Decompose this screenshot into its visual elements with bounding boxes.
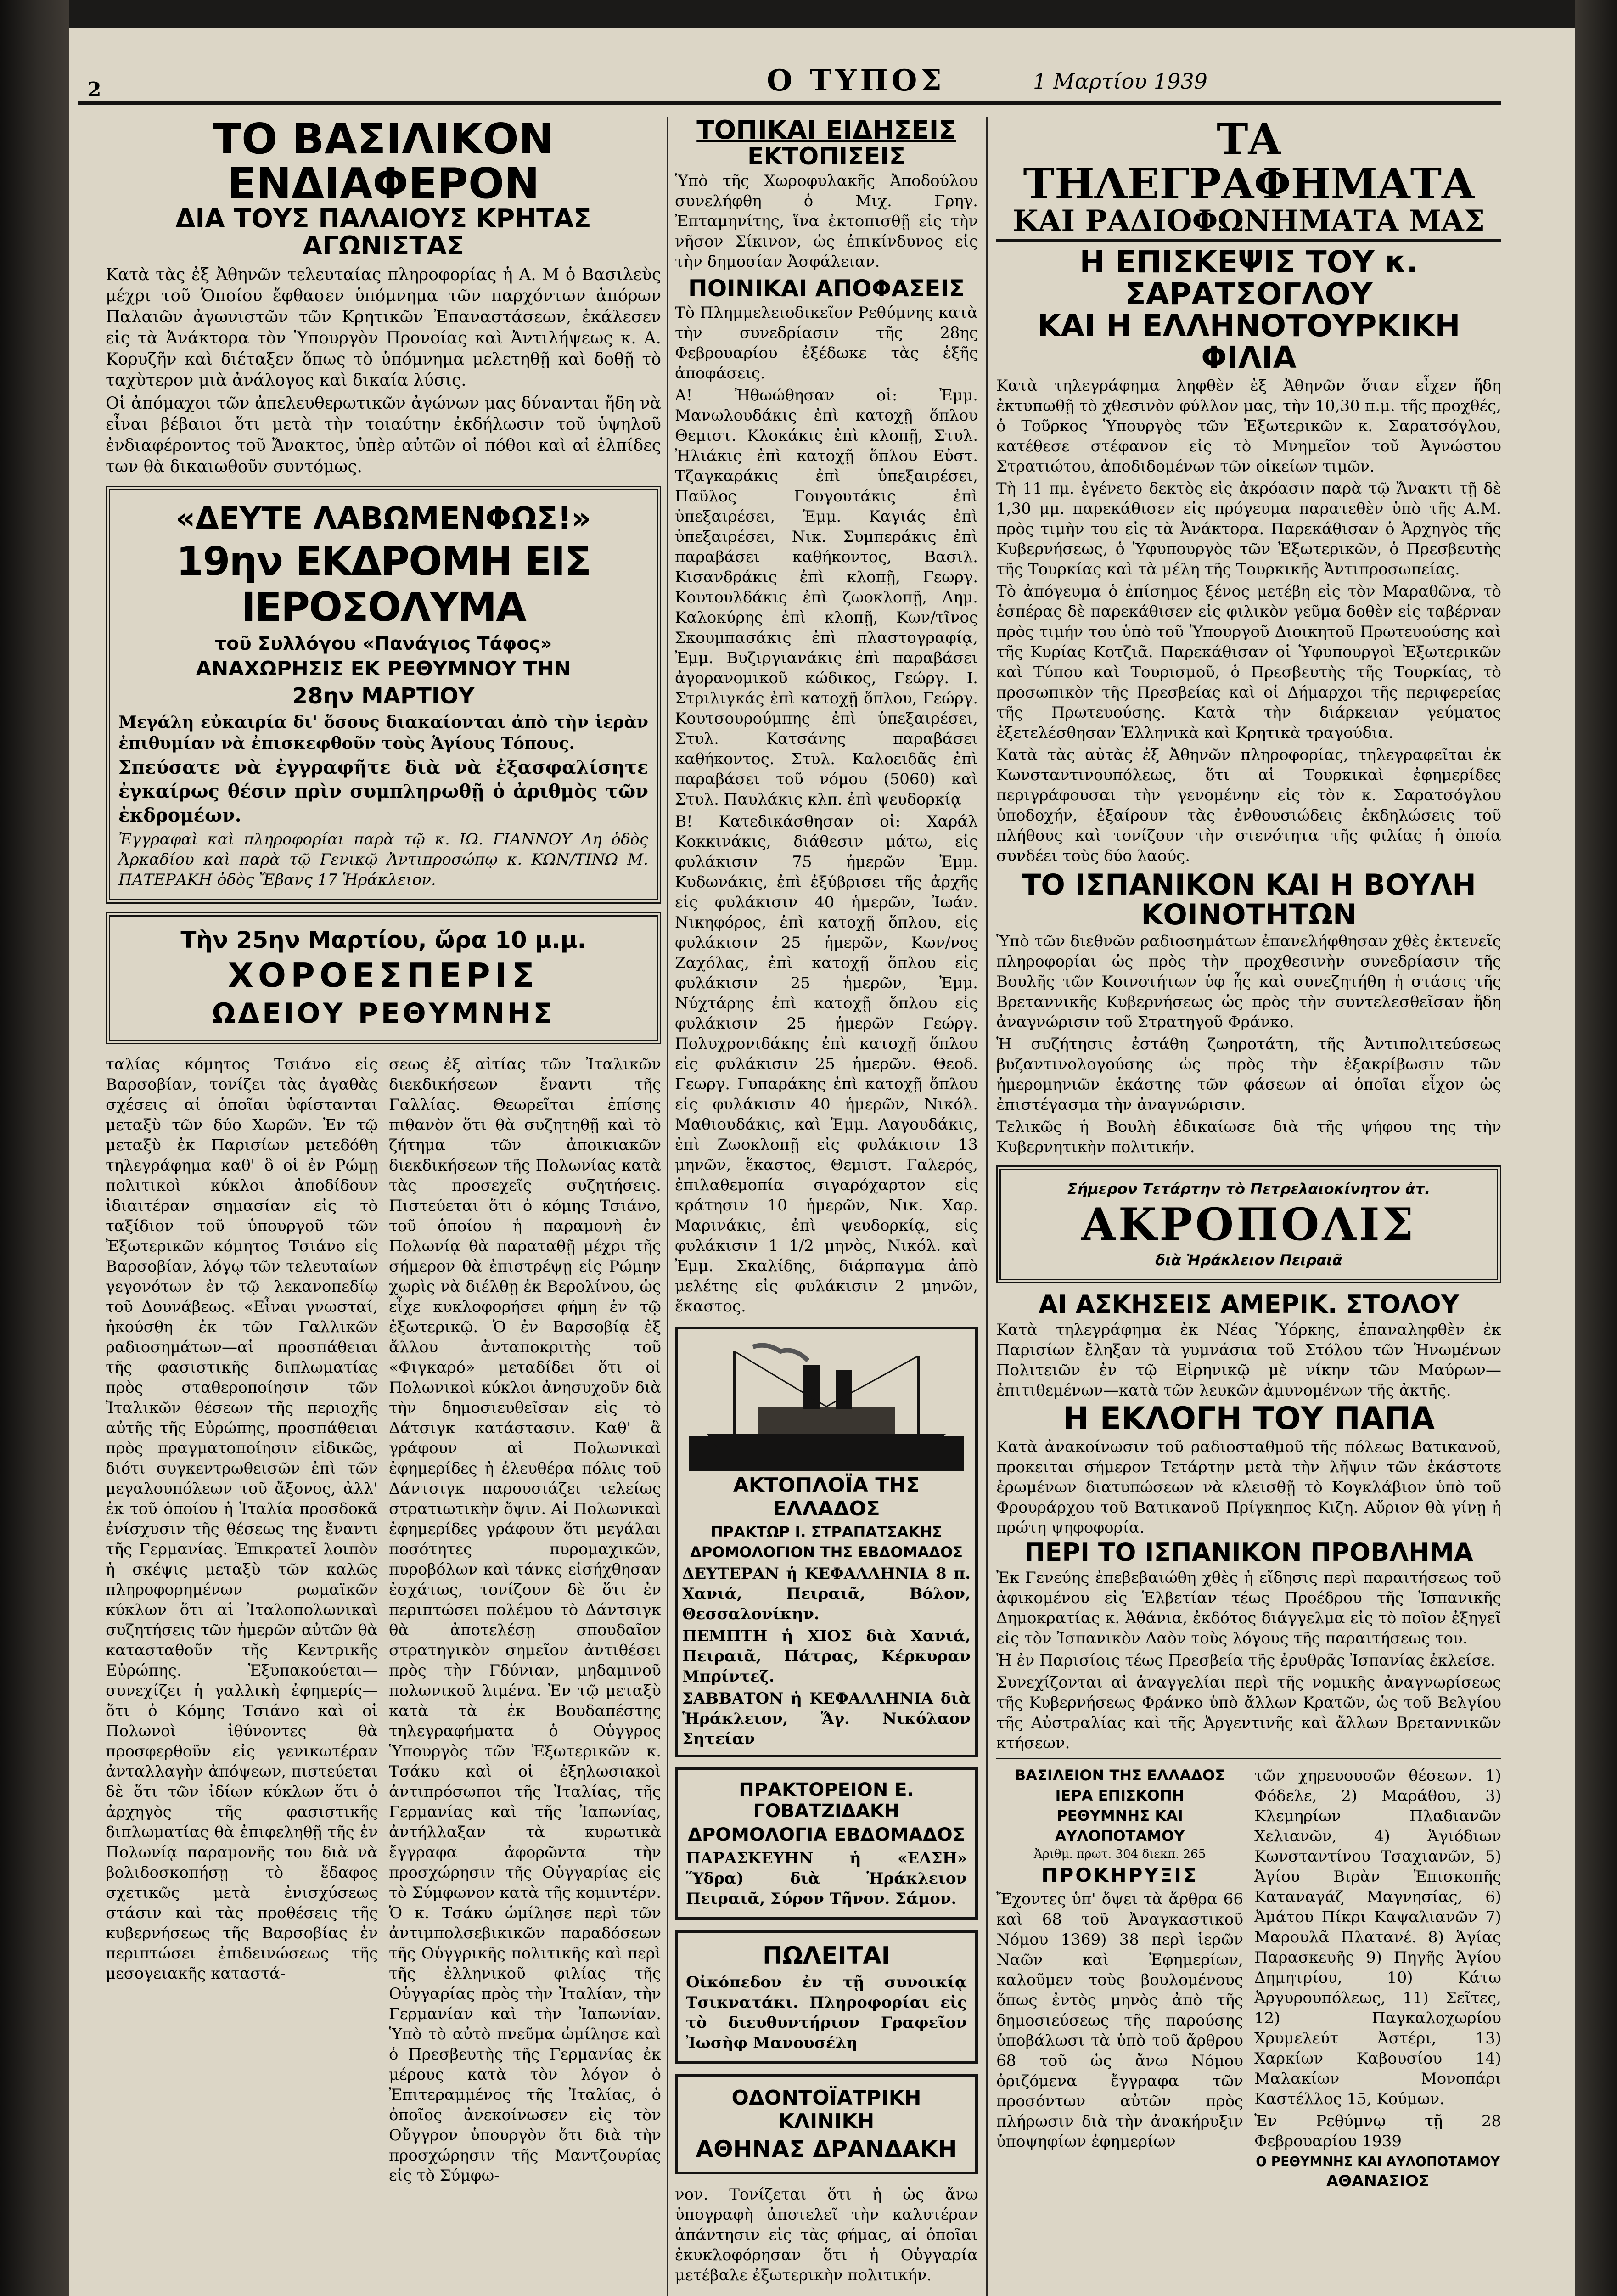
notice-reference: Ἀριθμ. πρωτ. 304 διεκπ. 265 [1033,1847,1206,1862]
masthead [78,60,1501,105]
article-paragraph: Τελικῶς ἡ Βουλὴ ἐδικαίωσε διὰ τῆς ψήφου της τὴν Κυβερνητικὴν πολιτικήν. [996,1117,1501,1156]
advert-line: 28ην ΜΑΡΤΙΟΥ [292,683,475,709]
section-telegrams: ΤΑ ΤΗΛΕΓΡΑΦΗΜΑΤΑ [1023,117,1475,208]
advert-line: ΔΡΟΜΟΛΟΓΙΟΝ ΤΗΣ ΕΒΔΟΜΑΔΟΣ [690,1543,963,1561]
advert-line: ΠΩΛΕΙΤΑΙ [763,1941,890,1970]
article-paragraph: Κατὰ ἀνακοίνωσιν τοῦ ραδιοσταθμοῦ τῆς πόλεως Βατικανοῦ, προκειται σήμερον Τετάρτην μετὰ τὴν λῆψιν τῶν ἑκάστοτε ἐρωμένων διατυπώσεων νὰ κλεισθῇ τὸ Κογκλάβιον ὑπὸ τοῦ Φρουράρχου τοῦ Βατικανοῦ Πρίγκηπος Κιζη. Αὔριον θὰ γίνῃ ἡ πρώτη ψηφοφορία. [996,1438,1501,1537]
advert-for-sale [675,1930,978,2064]
divider [996,1758,1501,1759]
notice-date: Ἐν Ρεθύμνῳ τῇ 28 Φεβρουαρίου 1939 [1254,2112,1501,2151]
advert-line: ΔΕΥΤΕΡΑΝ ἡ ΚΕΦΑΛΛΗΝΙΑ 8 π. Χανιά, Πειραιᾶ, Βόλον, Θεσσαλονίκην. [682,1564,971,1623]
notice-signature: Ο ΡΕΘΥΜΝΗΣ ΚΑΙ ΑΥΛΟΠΟΤΑΜΟΥ [1256,2154,1500,2170]
article-paragraph: Κατὰ τηλεγράφημα ληφθὲν ἐξ Ἀθηνῶν ὅταν εἶχεν ἤδη ἐκτυπωθῇ τὸ χθεσινὸν φύλλον μας, τὴν 10,30 π.μ. τῆς προχθές, ὁ Τοῦρκος Ὑπουργὸς τῶν Ἐξωτερικῶν κ. Σαρατσόγλου, κατέθεσε στέφανον εἰς τὸ Μνημεῖον τοῦ Ἀγνώστου Στρατιώτου, ἀποδιδομένων τῶν οἰκείων τιμῶν. [996,376,1501,476]
issue-date: 1 Μαρτίου 1939 [1033,69,1207,94]
advert-line: ΑΝΑΧΩΡΗΣΙΣ ΕΚ ΡΕΘΥΜΝΟΥ ΤΗΝ [196,657,571,681]
headline-saracoglu-visit: Η ΕΠΙΣΚΕΨΙΣ ΤΟΥ κ. ΣΑΡΑΤΣΟΓΛΟΥ [1079,244,1418,312]
notice-bishopric [996,1764,1501,2193]
column-3 [996,117,1501,2296]
advert-line: ΑΚΤΟΠΛΟΪΑ ΤΗΣ ΕΛΛΑΔΟΣ [733,1473,920,1520]
advert-line: Τὴν 25ην Μαρτίου, ὥρα 10 μ.μ. [180,926,586,953]
advert-line: Οἰκόπεδον ἐν τῇ συνοικίᾳ Τσικνατάκι. Πληροφορίαι εἰς τὸ διευθυντήριον Γραφεῖον Ἰωσὴφ Μανουσέλη [686,1973,967,2052]
advert-line: Σπεύσατε νὰ ἐγγραφῆτε διὰ νὰ ἐξασφαλίσητε ἐγκαίρως θέσιν πρὶν συμπληρωθῇ ὁ ἀριθμὸς τῶν ἐκδρομέων. [118,756,648,826]
advert-choroesperis [106,912,661,1044]
advert-line: Ἐγγραφαὶ καὶ πληροφορίαι παρὰ τῷ κ. ΙΩ. ΓΙΑΝΝΟΥ Λη ὁδὸς Ἀρκαδίου καὶ παρὰ τῷ Γενικῷ Ἀντιπροσώπῳ κ. ΚΩΝ/ΤΙΝΩ Μ. ΠΑΤΕΡΑΚΗ ὁδὸς Ἔβανς 17 Ἡράκλειον. [118,830,648,889]
notice-heading: ΒΑΣΙΛΕΙΟΝ ΤΗΣ ΕΛΛΑΔΟΣ [1014,1767,1225,1784]
advert-jerusalem-excursion [106,486,661,904]
article-paragraph: Κατὰ τηλεγράφημα ἐκ Νέας Ὑόρκης, ἐπαναληφθὲν ἐκ Παρισίων ἔληξαν τὰ γυμνάσια τοῦ Στόλου τῶν Ἡνωμένων Πολιτειῶν ἐν τῷ Εἰρηνικῷ μὲ νίκην τῶν Μαύρων—ἐπιτιθεμένων—κατὰ τῶν λευκῶν ἀμυνομένων τῆς ἀκτῆς. [996,1321,1501,1400]
section-local-news: ΤΟΠΙΚΑΙ ΕΙΔΗΣΕΙΣ [696,117,956,145]
advert-line: ΔΡΟΜΟΛΟΓΙΑ ΕΒΔΟΜΑΔΟΣ [687,1824,966,1846]
article-paragraph: Ἐκ Γενεύης ἐπεβεβαιώθη χθὲς ἡ εἴδησις περὶ παραιτήσεως τοῦ ἀφικομένου εἰς Ἑλβετίαν τέως Προέδρου τῆς Ἰσπανικῆς Δημοκρατίας κ. Ἀθάνια, ἐκδότος διάγγελμα εἰς τὸ ποῖον ἐξηγεῖ εἰς τὸν Ἰσπανικὸν Λαὸν τοὺς λόγους τῆς παραιτήσεως του. [996,1569,1501,1648]
article-paragraph: Τὸ Πλημμελειοδικεῖον Ρεθύμνης κατὰ τὴν συνεδρίασιν τῆς 28ης Φεβρουαρίου ἐξέδωκε τὰς ἑξῆς ἀποφάσεις. [675,303,978,383]
headline-spanish-problem: ΠΕΡΙ ΤΟ ΙΣΠΑΝΙΚΟΝ ΠΡΟΒΛΗΜΑ [1024,1538,1473,1567]
advert-line: ΑΘΗΝΑΣ ΔΡΑΝΔΑΚΗ [696,2135,957,2162]
article-paragraph: Κατὰ τὰς ἐξ Ἀθηνῶν τελευταίας πληροφορίας ἡ Α. Μ ὁ Βασιλεὺς μέχρι τοῦ Ὁποίου ἔφθασεν ὑπόμνημα τῶν παρχόντων ἀπόρων Παλαιῶν ἀγωνιστῶν τῶν Κρητικῶν Ἐπαναστάσεων, ἐκάλεσεν εἰς τὰ Ἀνάκτορα τὸν Ὑπουργὸν Προνοίας καὶ Ἀντιλήψεως κ. Α. Κορυζῆν καὶ διέταξεν ὅπως τὸ ὑπόμνημα μελετηθῇ καὶ δοθῇ τὸ ταχὺτερον μιὰ ἀνάλογος καὶ δικαία λύσις. [106,265,661,390]
article-paragraph: Ἡ ἐν Παρισίοις τέως Πρεσβεία τῆς ἐρυθρᾶς Ἰσπανίας ἐκλείσε. [996,1651,1496,1670]
headline-pope-election: Η ΕΚΛΟΓΗ ΤΟΥ ΠΑΠΑ [1062,1401,1435,1437]
page-number: 2 [87,78,101,101]
advert-dental-clinic [675,2074,978,2174]
article-paragraph: σεως ἐξ αἰτίας τῶν Ἰταλικῶν διεκδικήσεων ἔναντι τῆς Γαλλίας. Θεωρεῖται ἐπίσης πιθανὸν ὅτι θὰ συζητηθῇ καὶ τὸ ζήτημα τῶν ἀποικιακῶν διεκδικήσεων τῆς Πολωνίας κατὰ τὰς προσεχεῖς συζητήσεις. Πιστεύεται ὅτι ὁ κόμης Τσιάνο, τοῦ ὁποίου ἡ παραμονὴ ἐν Πολωνίᾳ θὰ παραταθῇ μέχρι τῆς σήμερον θὰ ἐπιστρέψῃ εἰς Ρώμην χωρὶς νὰ διέλθῃ ἐκ Βερολίνου, ὡς εἶχε κυκλοφορήσει φήμη ἐν τῷ ἐξωτερικῷ. Ὁ ἐν Βαρσοβίᾳ ἐξ ἄλλου ἀνταποκριτὴς τοῦ «Φιγκαρό» μεταδίδει ὅτι οἱ Πολωνικοὶ κύκλοι ἀνησυχοῦν διὰ τὴν δημοσιευθεῖσαν εἰς τὸ Δάτσιγκ κατάστασιν. Καθ' ἃ γράφουν αἱ Πολωνικαὶ ἐφημερίδες ἡ ἐλευθέρα πόλις τοῦ Δάντσιγκ παρουσιάζει τελείως στρατιωτικὴν ὄψιν. Αἱ Πολωνικαὶ ἐφημερίδες γράφουν ὅτι μεγάλαι ποσότητες πυρομαχικῶν, πυροβόλων καὶ τάνκς εἰσήχθησαν ἐσχάτως, τονίζουν δὲ ὅτι ἐν περιπτώσει πολέμου τὸ Δάντσιγκ θὰ ἀποτελέσῃ σπουδαῖον στρατηγικὸν σημεῖον ἀντιθέσει πρὸς τὴν Γδύνιαν, μηδαμινοῦ πολωνικοῦ λιμένα. Ἐν τῷ μεταξὺ κατὰ τὰ ἐκ Βουδαπέστης τηλεγραφήματα ὁ Οὑγγρος Ὑπουργὸς τῶν Ἐξωτερικῶν κ. Τσάκυ καὶ οἱ ἐξηλωσιακοὶ ἀντιπρόσωποι τῆς Ἰταλίας, τῆς Γερμανίας καὶ τῆς Ἰαπωνίας, ἀντήλλαξαν τὰ κυρωτικὰ ἔγγραφα ἀφορῶντα τὴν προσχώρησιν τῆς Οὑγγαρίας εἰς τὸ Σύμφωνον κατὰ τῆς κομιντέρν. Ὁ κ. Τσάκυ ὡμίλησε περὶ τῶν ἀντιμπολσεβικικῶν παραδόσεων τῆς Οὑγγρικῆς πολιτικῆς καὶ περὶ τῆς ἐλληνικοῦ φιλίας τῆς Οὑγγαρίας πρὸς τὴν Ἰταλίαν, τὴν Γερμανίαν καὶ τὴν Ἰαπωνίαν. Ὑπὸ τὸ αὐτὸ πνεῦμα ὡμίλησε καὶ ὁ Πρεσβευτὴς τῆς Γερμανίας ἐκ μέρους κατὰ τὸν λόγον ὁ Ἐπιτεραμμένος τῆς Ἰταλίας, ὁ ὁποῖος ἀνεκοίνωσεν εἰς τὸν Οὔγγρον ὑπουργὸν ὅτι διὰ τὴν προσχώρησιν τῆς Μαντζουρίας εἰς τὸ Σύμφω- [389,1055,661,2185]
article-paragraph: Ὑπὸ τῆς Χωροφυλακῆς Ἀποδούλου συνελήφθη ὁ Μιχ. Γρηγ. Ἐπταμηνίτης, ἵνα ἐκτοπισθῇ εἰς τὴν νῆσον Σίκινον, ὡς ἐπικίνδυνος εἰς τὴν δημοσίαν Ἀσφάλειαν. [675,172,978,271]
article-paragraph: Τὸ ἀπόγευμα ὁ ἐπίσημος ξένος μετέβη εἰς τὸν Μαραθῶνα, τὸ ἑσπέρας δὲ παρεκάθισεν εἰς φιλικὸν γεῦμα δοθὲν εἰς ταβέρναν πρὸς τιμήν του ὑπὸ τοῦ Ὑπουργοῦ Διοικητοῦ Πρωτευούσης καὶ τῆς Κυρίας Κοτζιᾶ. Παρεκάθισαν οἱ Ὑφυπουργοὶ Ἐξωτερικῶν καὶ Τύπου καὶ Τουρισμοῦ, ὁ Πρεσβευτὴς τῆς Τουρκίας, τὸ προσωπικὸν τῆς Πρεσβείας καὶ οἱ Δήμαρχοι τῆς περιφερείας τῆς Πρωτευούσης. Κατὰ τὴν διάρκειαν γεύματος ἐξετελέσθησαν Ἑλληνικὰ καὶ Κρητικὰ τραγούδια. [996,582,1501,742]
notice-heading: ΙΕΡΑ ΕΠΙΣΚΟΠΗ [1055,1787,1185,1805]
advert-line: ΠΕΜΠΤΗ ἡ ΧΙΟΣ διὰ Χανιά, Πειραιᾶ, Πάτρας, Κέρκυραν Μπρίντεζ. [682,1626,971,1686]
advert-line: ΩΔΕΙΟΥ ΡΕΘΥΜΝΗΣ [212,997,555,1030]
article-paragraph: Ἡ συζήτησις ἐστάθη ζωηροτάτη, τῆς Ἀντιπολιτεύσεως βυζαντινολογούσης ὡς πρὸς τὴν ἐξακρίβωσιν τῶν ἡμερομηνιῶν ἑκάστης τῶν φάσεων αἱ ὁποῖαι εἶχον ὡς ἐπιστέγασμα τὴν ἀναγνώρισιν. [996,1035,1501,1114]
advert-line: Μεγάλη εὐκαιρία δι' ὅσους διακαίονται ἀπὸ τὴν ἱερὰν ἐπιθυμίαν νὰ ἐπισκεφθοῦν τοὺς Ἁγίους Τόπους. [118,712,648,753]
subheadline: ΠΟΙΝΙΚΑΙ ΑΠΟΦΑΣΕΙΣ [688,275,965,302]
steamship-illustration [682,1333,971,1471]
binding-gutter [0,0,69,2296]
advert-line: ΟΔΟΝΤΟΪΑΤΡΙΚΗ ΚΛΙΝΙΚΗ [731,2086,921,2133]
headline-royal-interest: ΤΟ ΒΑΣΙΛΙΚΟΝ ΕΝΔΙΑΦΕΡΟΝ [213,117,554,208]
subheadline: ΕΚΤΟΠΙΣΕΙΣ [747,142,906,170]
column-2 [675,117,978,2296]
advert-line: ΠΡΑΚΤΩΡ Ι. ΣΤΡΑΠΑΤΣΑΚΗΣ [711,1523,942,1541]
advert-line: ΧΟΡΟΕΣΠΕΡΙΣ [228,956,539,995]
article-paragraph: νον. Τονίζεται ὅτι ἡ ὡς ἄνω ὑπογραφὴ ἀποτελεῖ τὴν καλυτέραν ἀπάντησιν εἰς τὰς φήμας, αἱ ὁποῖαι ἐκυκλοφόρησαν ὅτι ἡ Οὑγγαρία μετέβαλε ἐξωτερικὴν πολιτικήν. [675,2185,978,2285]
notice-heading: ΠΡΟΚΗΡΥΞΙΣ [1041,1864,1198,1887]
advert-shipping [675,1327,978,1757]
notice-heading: ΡΕΘΥΜΝΗΣ ΚΑΙ [1056,1807,1183,1825]
advert-line: διὰ Ἡράκλειον Πειραιᾶ [1155,1251,1342,1269]
article-paragraph: Συνεχίζονται αἱ ἀναγγελίαι περὶ τῆς νομικῆς ἀναγνωρίσεως τῆς Κυβερνήσεως Φράνκο ὑπὸ ἄλλων Κρατῶν, ὡς τοῦ Βελγίου τῆς Αὐστραλίας καὶ τῆς Ἀργεντινῆς καὶ ἄλλων Βρεταννικῶν κτήσεων. [996,1673,1501,1753]
article-paragraph: Τὴ 11 πμ. ἐγένετο δεκτὸς εἰς ἀκρόασιν παρὰ τῷ Ἄνακτι τῇ δὲ 1,30 μμ. παρεκάθισεν εἰς πρόγευμα παρατεθὲν ὑπὸ τῆς Α.Μ. πρὸς τιμὴν του εἰς τὰ Ἀνάκτορα. Παρεκάθισαν ὁ Ἀρχηγὸς τῆς Κυβερνήσεως, ὁ Ὑφυπουργὸς τῶν Ἐξωτερικῶν, ὁ Πρεσβευτὴς τῆς Τουρκίας καὶ τὰ μέλη τῆς Τουρκικῆς Ἀντιπροσωπείας. [996,479,1501,579]
article-paragraph: Β! Κατεδικάσθησαν οἱ: Χαράλ Κοκκινάκις, διάθεσιν μάτω, εἰς φυλάκισιν 75 ἡμερῶν Ἐμμ. Κυδωνάκις, ἐπὶ ἐξύβρισει τῆς ἀρχῆς εἰς φυλάκισιν 40 ἡμερῶν, Ἰωάν. Νικηφόρος, ἐπὶ κατοχῇ ὅπλου, εἰς φυλάκισιν 25 ἡμερῶν, Κων/νος Ζαχόλας, ἐπὶ κατοχῇ ὅπλου εἰς φυλάκισιν 25 ἡμερῶν, Ἐμμ. Νύχτάρης ἐπὶ κατοχῇ ὅπλου εἰς φυλάκισιν 25 ἡμερῶν Γεώργ. Πολυχρονιδάκης ἐπὶ κατοχῇ ὅπλου εἰς φυλάκισιν 25 ἡμερῶν. Θεοδ. Γεωργ. Γυπαράκης ἐπὶ κατοχῇ ὅπλου εἰς φυλάκισιν 40 ἡμερῶν, Νικόλ. Μαθιουδάκις, καὶ Ἐμμ. Λαγουδάκις, ἐπὶ Ζωοκλοπῇ εἰς φυλάκισιν 13 μηνῶν, ἕκαστος, Θεμιστ. Γαλερός, ἐπιλαθεμοπία σιγαρόχαρτον εἰς κράτησιν 10 ἡμερῶν, Νικ. Χαρ. Μαρινάκις, ἐπὶ ψευδορκίᾳ, εἰς φυλάκισιν 1 1/2 μηνὸς, Νικόλ. καὶ Ἐμμ. Σκαλίδης, διάρπαγμα ἀπὸ μελέτης εἰς φυλάκισιν 2 μηνῶν, ἕκαστος. [675,812,978,1316]
column-rule [667,117,668,2296]
column-rule [986,117,988,2296]
advert-line: 19ην ΕΚΔΡΟΜΗ ΕΙΣ ΙΕΡΟΣΟΛΥΜΑ [176,538,591,630]
section-telegrams-sub: ΚΑΙ ΡΑΔΙΟΦΩΝΗΜΑΤΑ ΜΑΣ [996,206,1501,242]
headline-greek-turkish-friendship: ΚΑΙ Η ΕΛΛΗΝΟΤΟΥΡΚΙΚΗ ΦΙΛΙΑ [1037,308,1460,376]
advert-line: ΣΑΒΒΑΤΟΝ ἡ ΚΕΦΑΛΛΗΝΙΑ διὰ Ἡράκλειον, Ἅγ. Νικόλαον Σητείαν [682,1689,971,1748]
advert-govatzidakis [675,1767,978,1920]
headline-spanish-commons: ΤΟ ΙΣΠΑΝΙΚΟΝ ΚΑΙ Η ΒΟΥΛΗ ΚΟΙΝΟΤΗΤΩΝ [1022,867,1476,931]
column-1 [106,117,661,2296]
headline-us-fleet: ΑΙ ΑΣΚΗΣΕΙΣ ΑΜΕΡΙΚ. ΣΤΟΛΟΥ [1039,1290,1459,1319]
article-paragraph: Ὑπὸ τῶν διεθνῶν ραδιοσημάτων ἐπανελήφθησαν χθὲς ἐκτενεῖς πληροφορίαι ὡς πρὸς τὴν προχθεσινὴν συνεδρίασιν τῆς Βουλῆς τῶν Κοινοτήτων ὑφ ἧς καὶ συνεζητήθη ἡ στάσις τῆς Βρεταννικῆς Κυβερνήσεως ὡς πρὸς τὴν συντελεσθεῖσαν ἤδη ἀναγνώρισιν τοῦ Στρατηγοῦ Φράνκο. [996,932,1501,1031]
article-paragraph: ταλίας κόμητος Τσιάνο εἰς Βαρσοβίαν, τονίζει τὰς ἀγαθὰς σχέσεις αἱ ὁποῖαι ὑφίστανται μεταξὺ τῶν δύο Χωρῶν. Ἐν τῷ μεταξὺ ἐκ Παρισίων μετεδόθη τηλεγράφημα καθ' ὃ οἱ ἐν Ρώμῃ πολιτικοὶ κύκλοι ἀποδίδουν ἰδιαιτέραν σημασίαν εἰς τὸ ταξίδιον τοῦ ὑπουργοῦ τῶν Ἐξωτερικῶν κόμητος Τσιάνο εἰς Βαρσοβίαν, λόγῳ τῶν τελευταίων γεγονότων ἐν τῷ λεκανοπεδίῳ τοῦ Δουνάβεως. «Εἶναι γνωσταί, ἠκούσθη ἐκ τῶν Γαλλικῶν ραδιοσημάτων—αἱ προσπάθειαι τῆς φασιστικῆς διπλωματίας πρὸς σταθεροποίησιν τῶν Ἰταλικῶν θέσεων τῆς περιοχῆς αὐτῆς τῆς Εὐρώπης, προσπάθειαι πρὸς πραγματοποίησιν εἰδικῶς, διότι συγκεντρωθεισῶν ἐπὶ τῶν μεγαλουπόλεων τοῦ ἄξονος, ἀλλ' ἐκ τοῦ ὁποίου ἡ Ἰταλία προσδοκᾶ ἐνίσχυσιν τῆς θέσεως της ἔναντι τῆς Γερμανίας. Ἐπικρατεῖ λοιπὸν ἡ σκέψις μεταξὺ τῶν καλῶς πληροφορημένων ρωμαϊκῶν κύκλων ὅτι αἱ Ἰταλοπολωνικαὶ συζητήσεις τῶν ἡμερῶν αὐτῶν θὰ κατασταθοῦν τῆς Κεντρικῆς Εὐρώπης. Ἐξυπακούεται—συνεχίζει ἡ γαλλικὴ ἐφημερίς—ὅτι ὁ Κόμης Τσιάνο καὶ οἱ Πολωνοὶ ἰθύνοντες θὰ προσφερθοῦν εἰς γενικωτέραν ἀνταλλαγὴν ἀπόψεων, πιστεύεται δὲ ὅτι τῶν ἰδίων κύκλων ὅτι ὁ ἀρχηγὸς τῆς φασιστικῆς διπλωματίας θὰ ἐπιφεληθῇ τῆς ἐν Πολωνίᾳ παραμονῆς του διὰ νὰ βολιδοσκοπήσῃ τὸ ἔδαφος σχετικῶς μετὰ ἐνισχύσεως στάσιν καὶ τὰς προθέσεις τῆς κυβερνήσεως τῆς Βαρσοβίας ἐν περιπτώσει ἐπιδεινώσεως τῆς μεσογειακῆς καταστά- [106,1055,378,1983]
advert-line: ΠΡΑΚΤΟΡΕΙΟΝ Ε. ΓΟΒΑΤΖΙΔΑΚΗ [739,1779,914,1822]
advert-line: ΠΑΡΑΣΚΕΥΗΝ ἡ «ΕΛΣΗ» Ὕδρα) διὰ Ἡράκλειον Πειραιᾶ, Σύρον Τῆνον. Σάμον. [686,1849,967,1908]
notice-body: Ἔχοντες ὑπ' ὄψει τὰ ἄρθρα 66 καὶ 68 τοῦ Ἀναγκαστικοῦ Νόμου 1369) 38 περὶ ἱερῶν Ναῶν καὶ Ἐφημερίων, καλοῦμεν τοὺς βουλομένους ὅπως ἐντὸς μηνὸς ἀπὸ τῆς δημοσιεύσεως τῆς παρούσης ὑποβάλωσι τὰ ὑπὸ τοῦ ἄρθρου 68 τοῦ ὡς ἄνω Νόμου ὁριζόμενα ἔγγραφα τῶν προσόντων αὐτῶν πρὸς πλήρωσιν διὰ τὴν ἀνακήρυξιν ὑποψηφίων ἐφημερίων [996,1890,1243,2151]
advert-line: «ΔΕΥΤΕ ΛΑΒΩΜΕΝΦΩΣ!» [175,500,591,536]
advert-line: ΑΚΡΟΠΟΛΙΣ [1081,1198,1416,1250]
notice-signature: ΑΘΑΝΑΣΙΟΣ [1326,2172,1430,2191]
advert-line: Σήμερον Τετάρτην τὸ Πετρελαιοκίνητον ἀτ. [1067,1180,1431,1198]
article-paragraph: Οἱ ἀπόμαχοι τῶν ἀπελευθερωτικῶν ἀγώνων μας δύνανται ἤδη νὰ εἶναι βέβαιοι ὅτι μετὰ τὴν τοιαύτην ἐκδήλωσιν τοῦ ὑψηλοῦ ἐνδιαφέροντος τοῦ Ἄνακτος, ὑπὲρ αὐτῶν οἱ πόθοι καὶ αἱ ἐλπίδες των θὰ δικαιωθοῦν συντόμως. [106,394,661,476]
notice-body: τῶν χηρευουσῶν θέσεων. 1) Φόδελε, 2) Μαράθου, 3) Κλεμηρίων Πλαδιανῶν Χελιανῶν, 4) Ἁγιόδιων Κωνσταντίνου Τσαχιανῶν, 5) Ἁγίου Βιρὰν Ἐπισκοπῆς Καταναγάζ Μαγνησίας, 6) Ἀμάτου Πίκρι Καψαλιανῶν 7) Μαρουλᾶ Πλατανέ. 8) Ἁγίας Παρασκευῆς 9) Πηγῆς Ἁγίου Δημητρίου, 10) Κάτω Ἀργυρουπόλεως, 11) Σεῖτες, 12) Παγκαλοχωρίου Χρυμελεύτ Ἀστέρι, 13) Χαρκίων Καβουσίου 14) Μαλακίων Μονοπάρι Καστέλλος 15, Κούμων. [1254,1767,1501,2109]
subheadline-royal-interest: ΔΙΑ ΤΟΥΣ ΠΑΛΑΙΟΥΣ ΚΡΗΤΑΣ ΑΓΩΝΙΣΤΑΣ [175,204,591,261]
notice-heading: ΑΥΛΟΠΟΤΑΜΟΥ [1055,1827,1185,1845]
article-paragraph: Α! Ἠθωώθησαν οἱ: Ἐμμ. Μανωλουδάκις ἐπὶ κατοχῇ ὅπλου Θεμιστ. Κλοκάκις ἐπὶ κλοπῇ, Στυλ. Ἠλιάκις ἐπὶ κατοχῇ ὅπλου Εὐστ. Τζαγκαράκις ἐπὶ ὑπεξαιρέσει, Παῦλος Γουγουτάκις ἐπὶ ὑπεξαιρέσει, Ἐμμ. Καγιάς ἐπὶ ὑπεξαιρέσει, Νικ. Συμπεράκις ἐπὶ παραβάσει καθήκοντος, Βασιλ. Κισανδράκις ἐπὶ κλοπῇ, Γεωργ. Κουτουλδάκις ἐπὶ ζωοκλοπῇ, Δημ. Καλοκύρης ἐπὶ κλοπῇ, Κων/τῖνος Σκουμπασάκις ἐπὶ πλαστογραφίᾳ, Ἐμμ. Βυζιργιανάκις ἐπὶ παραβάσει ἀγορανομικοῦ κώδικος, Γεώργ. Ι. Στριλιγκάς ἐπὶ κατοχῇ ὅπλου, Γεώργ. Κουτσουρούμπης ἐπὶ ὑπεξαιρέσει, Στυλ. Κατσάνης παραβάσει καθήκοντος. Στυλ. Καλοειδᾶς ἐπὶ παραβάσει τοῦ νόμου (5060) καὶ Στυλ. Παυλάκις κλπ. ἐπὶ ψευδορκίᾳ [675,386,978,809]
page-edge-shadow [1575,0,1617,2296]
paper-name: Ο ΤΥΠΟΣ [767,63,945,98]
article-paragraph: Κατὰ τὰς αὐτὰς ἐξ Ἀθηνῶν πληροφορίας, τηλεγραφεῖται ἐκ Κωνσταντινουπόλεως, ὅτι αἱ Τουρκικαὶ ἐφημερίδες περιγράφουσαι τὴν γενομένην εἰς τὸν κ. Σαρατσόγλου ὑποδοχήν, ἐξαίρουν τὰς ἐνθουσιώδεις ἐκδηλώσεις τοῦ πλήθους καὶ τονίζουν τὴν στενότητα τῆς φιλίας ἡ ὁποία συνδέει τοὺς δύο λαούς. [996,745,1501,865]
advert-akropolis [996,1165,1501,1284]
advert-line: τοῦ Συλλόγου «Πανάγιος Τάφος» [214,633,552,654]
